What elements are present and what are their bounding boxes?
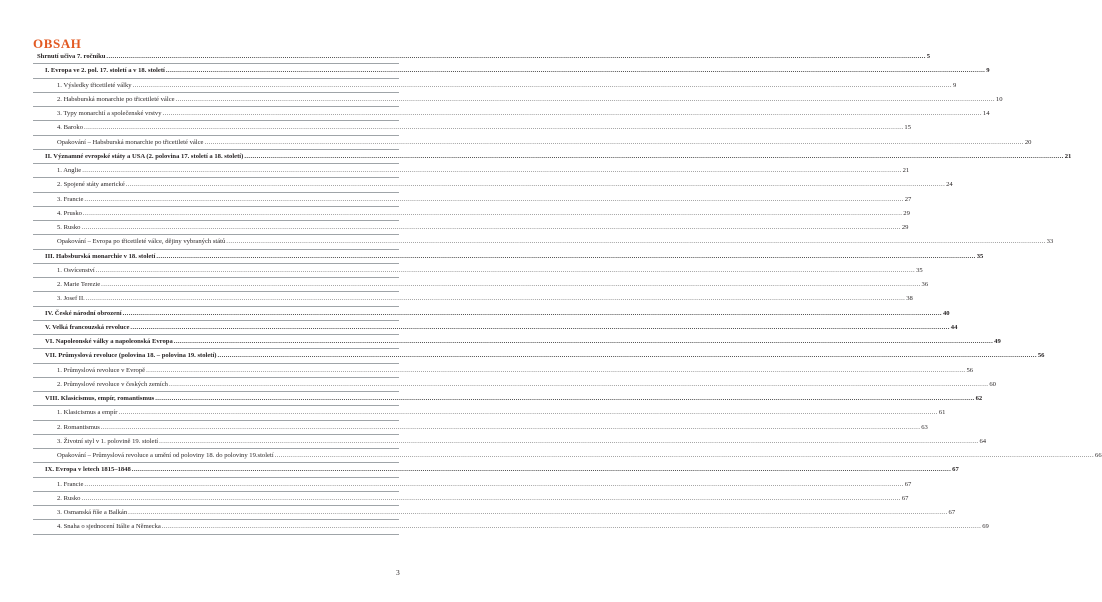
toc-entry-title: VII. Průmyslová revoluce (polovina 18. – polovina 19. století) [45, 352, 217, 360]
toc-leader-dots: ................................................................................................................................................................................................................................................................................................................................................................................................................ [132, 81, 952, 89]
toc-entry-title: 1. Průmyslová revoluce v Evropě [57, 366, 146, 374]
toc-leader-dots: ................................................................................................................................................................................................................................................................................................................................................................................................................ [159, 437, 979, 445]
toc-entry [33, 207, 910, 221]
toc-entry-page: 21 [1064, 152, 1072, 160]
toc-leader-dots: ................................................................................................................................................................................................................................................................................................................................................................................................................ [84, 480, 904, 488]
toc-entry-page: 61 [938, 409, 946, 417]
toc-leader-dots: ................................................................................................................................................................................................................................................................................................................................................................................................................ [122, 309, 942, 317]
toc-leader-dots: ................................................................................................................................................................................................................................................................................................................................................................................................................ [274, 452, 1095, 459]
toc-entry [33, 421, 928, 435]
toc-leader-dots: ................................................................................................................................................................................................................................................................................................................................................................................................................ [146, 366, 966, 374]
toc-entry [33, 492, 909, 506]
toc-entry [33, 321, 958, 335]
toc-entry-title: 2. Romantismus [57, 423, 100, 431]
toc-leader-dots: ................................................................................................................................................................................................................................................................................................................................................................................................................ [128, 509, 948, 516]
table-of-contents [33, 50, 1102, 535]
toc-entry-page: 67 [948, 509, 956, 516]
toc-entry [33, 250, 984, 264]
toc-leader-dots: ................................................................................................................................................................................................................................................................................................................................................................................................................ [165, 67, 986, 75]
toc-entry [33, 93, 1003, 107]
toc-entry [33, 107, 990, 121]
toc-entry-page: 69 [982, 523, 989, 531]
toc-entry [33, 364, 974, 378]
toc-leader-dots: ................................................................................................................................................................................................................................................................................................................................................................................................................ [217, 352, 1037, 360]
toc-entry-page: 67 [952, 466, 959, 474]
toc-entry [33, 79, 957, 93]
toc-entry-page: 21 [902, 167, 910, 174]
toc-entry [33, 506, 956, 520]
toc-entry-page: 63 [921, 423, 928, 431]
toc-entry-title: 1. Francie [57, 480, 84, 488]
toc-entry-page: 67 [904, 480, 912, 488]
toc-entry-title: IV. České národní obrození [45, 309, 122, 317]
toc-entry-title: 4. Prusko [57, 209, 82, 217]
toc-entry-title: Opakování – Habsburská monarchie po třicetileté válce [57, 138, 204, 146]
toc-entry-page: 38 [906, 295, 913, 303]
toc-entry-title: Shrnutí učiva 7. ročníku [37, 53, 106, 60]
toc-entry-title: V. Velká francouzská revoluce [45, 323, 130, 331]
toc-entry-page: 60 [989, 380, 996, 388]
toc-entry-title: 2. Průmyslové revoluce v českých zemích [57, 380, 168, 388]
toc-entry-page: 9 [952, 81, 957, 89]
toc-entry-title: 4. Baroko [57, 124, 84, 132]
toc-entry [33, 292, 913, 306]
toc-entry-page: 49 [994, 338, 1001, 345]
toc-entry-title: 2. Habsburská monarchie po třicetileté válce [57, 95, 175, 103]
toc-entry [33, 64, 990, 78]
toc-leader-dots: ................................................................................................................................................................................................................................................................................................................................................................................................................ [155, 395, 975, 402]
toc-leader-dots: ................................................................................................................................................................................................................................................................................................................................................................................................................ [81, 224, 901, 231]
toc-entry-title: II. Významné evropské státy a USA (2. polovina 17. století a 18. století) [45, 152, 244, 160]
toc-entry-page: 29 [903, 209, 910, 217]
toc-entry-page: 5 [926, 53, 931, 60]
toc-entry [33, 50, 931, 64]
toc-leader-dots: ................................................................................................................................................................................................................................................................................................................................................................................................................ [85, 295, 906, 303]
toc-leader-dots: ................................................................................................................................................................................................................................................................................................................................................................................................................ [84, 195, 904, 203]
toc-leader-dots: ................................................................................................................................................................................................................................................................................................................................................................................................................ [161, 523, 982, 531]
toc-entry-title: 4. Snaha o sjednocení Itálie a Německa [57, 523, 161, 531]
toc-entry-page: 27 [904, 195, 912, 203]
toc-leader-dots: ................................................................................................................................................................................................................................................................................................................................................................................................................ [82, 167, 902, 174]
toc-leader-dots: ................................................................................................................................................................................................................................................................................................................................................................................................................ [118, 409, 938, 417]
toc-leader-dots: ................................................................................................................................................................................................................................................................................................................................................................................................................ [156, 252, 976, 260]
toc-leader-dots: ................................................................................................................................................................................................................................................................................................................................................................................................................ [82, 209, 903, 217]
toc-entry-page: 44 [950, 323, 958, 331]
toc-entry-title: IX. Evropa v letech 1815–1848 [45, 466, 131, 474]
toc-entry-page: 35 [976, 252, 984, 260]
toc-leader-dots: ................................................................................................................................................................................................................................................................................................................................................................................................................ [131, 466, 952, 474]
toc-entry-title: 2. Marie Terezie [57, 281, 101, 288]
toc-leader-dots: ................................................................................................................................................................................................................................................................................................................................................................................................................ [81, 494, 901, 502]
toc-entry [33, 520, 989, 534]
toc-entry [33, 264, 923, 278]
toc-entry [33, 307, 950, 321]
toc-entry-page: 56 [966, 366, 974, 374]
toc-entry [33, 221, 909, 235]
toc-entry [33, 349, 1045, 363]
toc-entry-title: 1. Klasicismus a empír [57, 409, 118, 417]
toc-leader-dots: ................................................................................................................................................................................................................................................................................................................................................................................................................ [106, 53, 926, 60]
toc-entry [33, 136, 1032, 150]
toc-leader-dots: ................................................................................................................................................................................................................................................................................................................................................................................................................ [130, 323, 950, 331]
toc-entry [33, 178, 953, 192]
toc-entry [33, 278, 929, 292]
toc-leader-dots: ................................................................................................................................................................................................................................................................................................................................................................................................................ [168, 380, 989, 388]
toc-entry-title: III. Habsburská monarchie v 18. století [45, 252, 156, 260]
toc-entry [33, 193, 912, 207]
toc-entry-page: 20 [1024, 138, 1032, 146]
toc-leader-dots: ................................................................................................................................................................................................................................................................................................................................................................................................................ [175, 95, 995, 103]
page-number: 3 [396, 568, 400, 577]
toc-entry-page: 36 [921, 281, 929, 288]
toc-entry-title: VIII. Klasicismus, empír, romantismus [45, 395, 155, 402]
toc-entry-title: I. Evropa ve 2. pol. 17. století a v 18. století [45, 67, 165, 75]
toc-leader-dots: ................................................................................................................................................................................................................................................................................................................................................................................................................ [84, 124, 904, 132]
toc-entry-title: 3. Osmanská říše a Balkán [57, 509, 128, 516]
toc-entry-title: Opakování – Průmyslová revoluce a umění od poloviny 18. do poloviny 19.století [57, 452, 274, 459]
toc-entry [33, 121, 911, 135]
toc-entry [33, 449, 1102, 463]
toc-entry-page: 40 [942, 309, 950, 317]
toc-entry-page: 29 [901, 224, 909, 231]
toc-entry [33, 235, 1054, 249]
toc-entry-title: 3. Francie [57, 195, 84, 203]
toc-entry-title: VI. Napoleonské války a napoleonská Evropa [45, 338, 173, 345]
toc-entry-page: 33 [1046, 238, 1054, 246]
toc-entry-page: 64 [979, 437, 987, 445]
toc-leader-dots: ................................................................................................................................................................................................................................................................................................................................................................................................................ [226, 238, 1046, 246]
toc-entry [33, 406, 946, 420]
toc-entry-title: 3. Josef II. [57, 295, 85, 303]
toc-entry [33, 392, 983, 406]
toc-leader-dots: ................................................................................................................................................................................................................................................................................................................................................................................................................ [101, 281, 921, 288]
toc-entry [33, 435, 987, 449]
toc-entry-page: 66 [1095, 452, 1102, 459]
toc-leader-dots: ................................................................................................................................................................................................................................................................................................................................................................................................................ [244, 152, 1064, 160]
toc-leader-dots: ................................................................................................................................................................................................................................................................................................................................................................................................................ [173, 338, 994, 345]
toc-entry-title: 1. Osvícenství [57, 266, 95, 274]
toc-entry-page: 14 [982, 110, 990, 117]
toc-entry-title: 1. Výsledky třicetileté války [57, 81, 132, 89]
toc-entry-page: 9 [986, 67, 990, 75]
toc-entry-title: 3. Typy monarchií a společenské vrstvy [57, 110, 162, 117]
toc-entry-page: 35 [916, 266, 923, 274]
toc-entry [33, 463, 959, 477]
toc-entry [33, 164, 910, 178]
toc-entry-title: 2. Spojené státy americké [57, 181, 125, 189]
toc-entry-title: 5. Rusko [57, 224, 81, 231]
toc-entry-page: 56 [1037, 352, 1045, 360]
toc-entry [33, 335, 1001, 349]
toc-entry [33, 478, 912, 492]
toc-entry-title: 3. Životní styl v 1. polovině 19. století [57, 437, 159, 445]
toc-entry-title: Opakování – Evropa po třicetileté válce, dějiny vybraných států [57, 238, 226, 246]
toc-leader-dots: ................................................................................................................................................................................................................................................................................................................................................................................................................ [95, 266, 916, 274]
toc-entry-page: 24 [946, 181, 953, 189]
toc-entry-page: 15 [904, 124, 911, 132]
toc-entry-title: 1. Anglie [57, 167, 82, 174]
page-title: OBSAH [33, 36, 82, 51]
toc-leader-dots: ................................................................................................................................................................................................................................................................................................................................................................................................................ [100, 423, 921, 431]
toc-entry [33, 150, 1072, 164]
toc-entry [33, 378, 996, 392]
toc-entry-title: 2. Rusko [57, 494, 81, 502]
toc-entry-page: 10 [995, 95, 1003, 103]
toc-leader-dots: ................................................................................................................................................................................................................................................................................................................................................................................................................ [125, 181, 946, 189]
toc-leader-dots: ................................................................................................................................................................................................................................................................................................................................................................................................................ [204, 138, 1024, 146]
toc-entry-page: 67 [901, 494, 909, 502]
toc-entry-page: 62 [975, 395, 983, 402]
toc-leader-dots: ................................................................................................................................................................................................................................................................................................................................................................................................................ [162, 110, 982, 117]
